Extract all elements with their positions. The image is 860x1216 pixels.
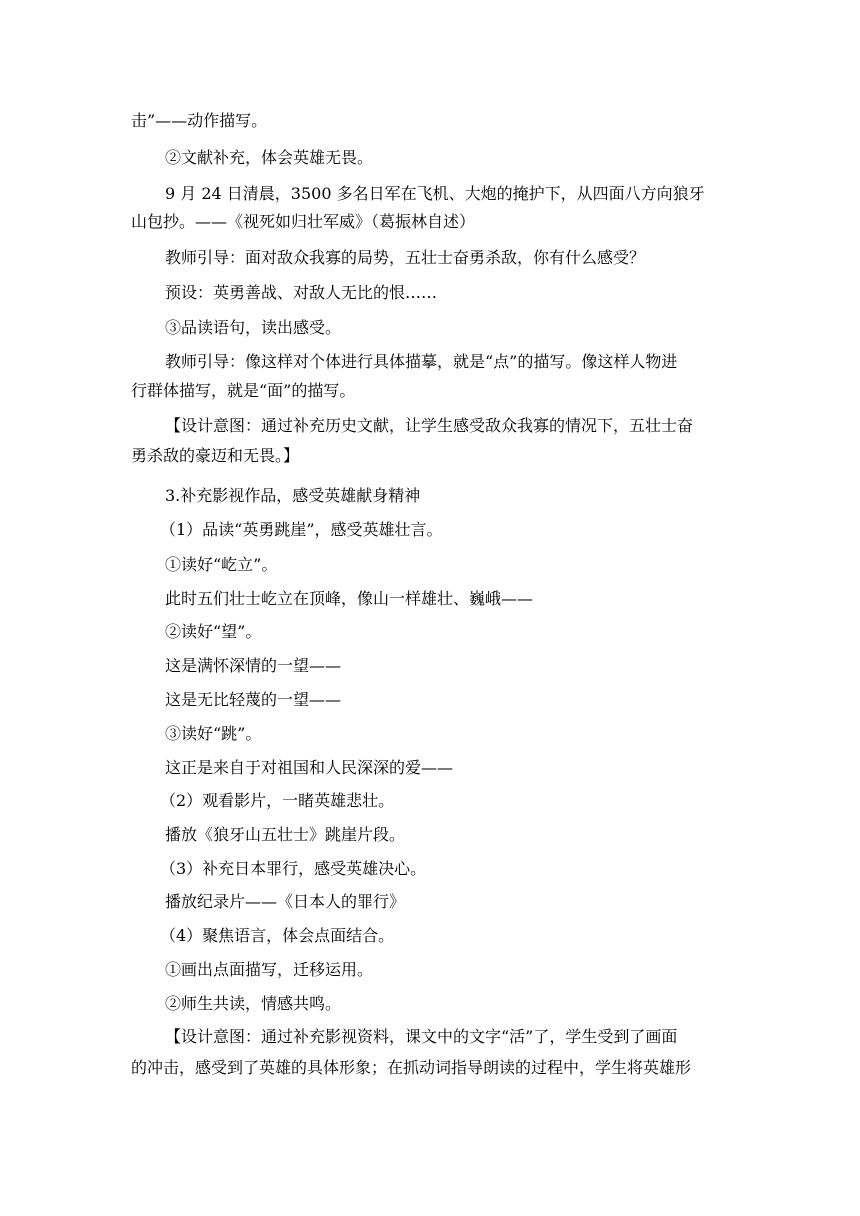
text-line: 的冲击，感受到了英雄的具体形象；在抓动词指导朗读的过程中，学生将英雄形 — [131, 1058, 692, 1077]
text-line: 预设：英勇善战、对敌人无比的恨…… — [165, 283, 438, 302]
text-line: 行群体描写，就是“面”的描写。 — [131, 381, 356, 400]
text-line: ①画出点面描写，迁移运用。 — [165, 960, 374, 979]
text-line: 教师引导：面对敌众我寡的局势，五壮士奋勇杀敌，你有什么感受？ — [165, 248, 646, 267]
text-line: （4）聚焦语言，体会点面结合。 — [160, 926, 395, 945]
text-line: 播放纪录片——《日本人的罪行》 — [165, 892, 406, 911]
text-line: ③品读语句，读出感受。 — [165, 318, 342, 337]
text-line: 此时五们壮士屹立在顶峰，像山一样雄壮、巍峨—— — [165, 589, 534, 608]
text-line: ①读好“屹立”。 — [165, 555, 278, 574]
text-line: 教师引导：像这样对个体进行具体描摹，就是“点”的描写。像这样人物进 — [165, 352, 678, 371]
text-line: 这是无比轻蔑的一望—— — [165, 690, 342, 709]
text-line: 这正是来自于对祖国和人民深深的爱—— — [165, 758, 454, 777]
text-line: 3.补充影视作品，感受英雄献身精神 — [165, 486, 421, 505]
text-line: ②文献补充，体会英雄无畏。 — [165, 148, 374, 167]
text-line: 山包抄。——《视死如归壮军威》（葛振林自述） — [131, 212, 476, 231]
text-line: 击”——动作描写。 — [131, 111, 268, 130]
text-line: 【设计意图：通过补充历史文献，让学生感受敌众我寡的情况下，五壮士奋 — [165, 416, 694, 435]
text-line: 9 月 24 日清晨，3500 多名日军在飞机、大炮的掩护下，从四面八方向狼牙 — [165, 184, 705, 203]
text-line: （3）补充日本罪行，感受英雄决心。 — [160, 859, 427, 878]
text-line: 【设计意图：通过补充影视资料，课文中的文字“活”了，学生受到了画面 — [165, 1027, 678, 1046]
text-line: ②读好“望”。 — [165, 622, 262, 641]
text-line: （2）观看影片，一睹英雄悲壮。 — [160, 791, 395, 810]
text-line: 这是满怀深情的一望—— — [165, 656, 342, 675]
text-line: （1）品读“英勇跳崖”，感受英雄壮言。 — [160, 520, 443, 539]
text-line: 播放《狼牙山五壮士》跳崖片段。 — [165, 825, 406, 844]
text-line: ②师生共读，情感共鸣。 — [165, 994, 342, 1013]
text-line: ③读好“跳”。 — [165, 724, 262, 743]
text-line: 勇杀敌的豪迈和无畏。】 — [131, 446, 300, 465]
